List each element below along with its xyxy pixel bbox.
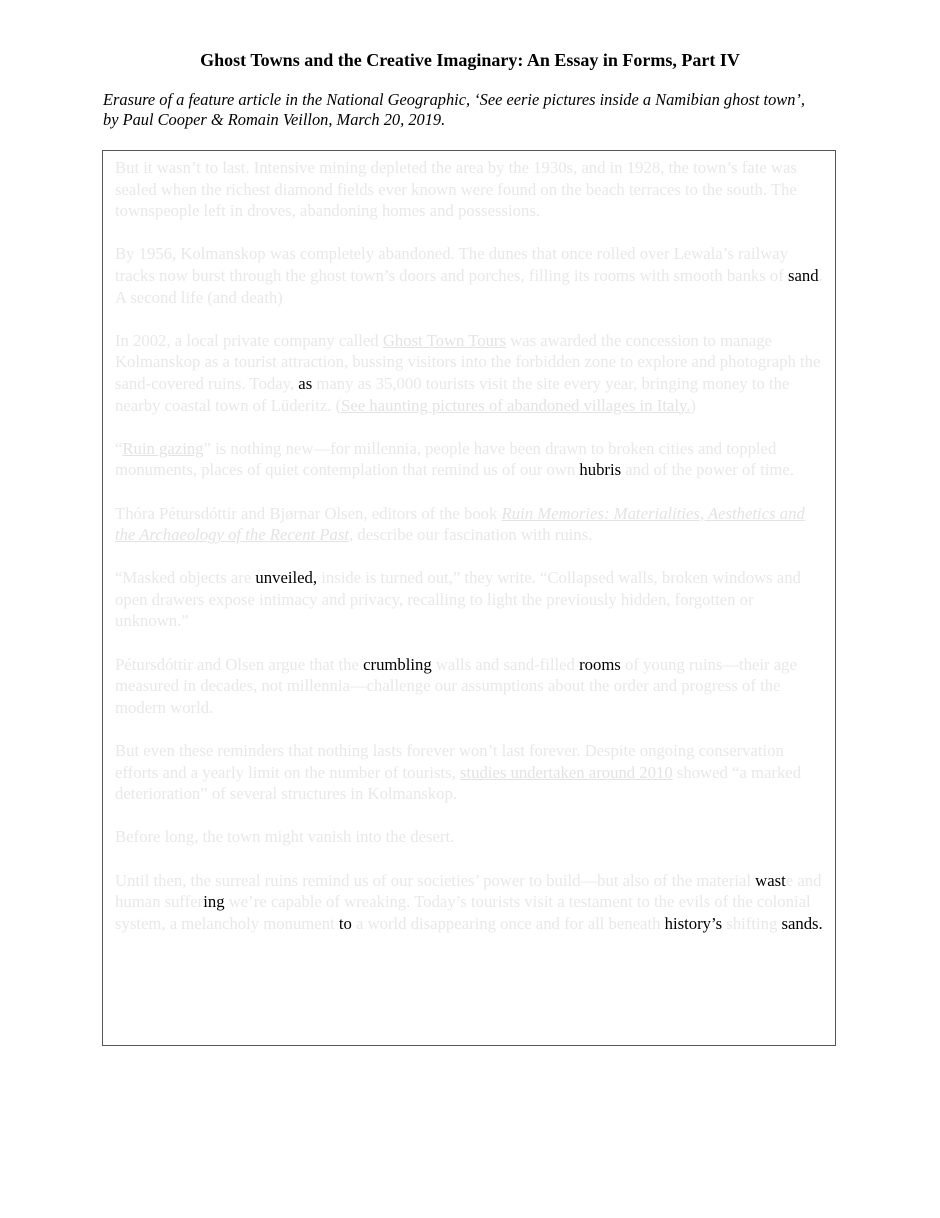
faded-text: In 2002, a local private company called <box>115 330 383 350</box>
faded-text: we’re capable of wreaking. Today’s tourists visit a testament to the evils of the colonial system, a melancholy monument <box>115 892 811 933</box>
faded-link[interactable]: studies undertaken around 2010 <box>459 762 673 782</box>
erasure-paragraph-9 <box>115 826 825 848</box>
erasure-paragraph-10 <box>115 870 825 935</box>
page-title: Ghost Towns and the Creative Imaginary: An Essay in Forms, Part IV <box>200 50 740 70</box>
faded-text: “Masked objects are <box>115 568 256 588</box>
faded-link[interactable]: Ghost Town Tours <box>382 330 506 350</box>
kept-word: sands. <box>781 913 823 933</box>
faded-text: of young ruins—their age measured in decades, not millennia—challenge our assumptions about the order and progress of the modern world. <box>115 654 797 717</box>
faded-text: inside is turned out,” they write. “Collapsed walls, broken windows and open drawers expose intimacy and privacy, recalling to light the previously hidden, forgotten or unknown.” <box>115 568 801 631</box>
faded-text: But even these reminders that nothing lasts forever won’t last forever. Despite ongoing conservation efforts and a yearly limit on the number of tourists, <box>115 741 784 782</box>
faded-text: , describe our fascination with ruins. <box>349 525 593 545</box>
erasure-paragraph-2 <box>115 243 825 286</box>
kept-word: sand <box>788 265 819 285</box>
faded-text: Until then, the surreal ruins remind us of our societies’ power to build—but also of the material <box>115 870 756 890</box>
page-subtitle: Erasure of a feature article in the National Geographic, ‘See eerie pictures inside a Namibian ghost town’, by Paul Cooper & Romain Veillon, March 20, 2019. <box>103 90 805 129</box>
faded-text: and of the power of time. <box>621 460 794 480</box>
faded-text: But it wasn’t to last. Intensive mining depleted the area by the 1930s, and in 1928, the town’s fate was sealed when the richest diamond fields ever known were found on the beach terraces to the south. The townspeople left in droves, abandoning homes and possessions. <box>115 158 797 221</box>
erasure-text-box <box>102 150 836 1046</box>
kept-word: history’s <box>664 913 723 933</box>
faded-text: Thóra Pétursdóttir and Bjørnar Olsen, editors of the book <box>115 503 502 523</box>
faded-text: ) <box>690 395 696 415</box>
faded-text: a world disappearing once and for all beneath <box>351 913 665 933</box>
erasure-paragraph-4 <box>115 438 825 481</box>
faded-text: ” is nothing new—for millennia, people have been drawn to broken cities and toppled monuments, places of quiet contemplation that remind us of our own <box>115 438 777 480</box>
faded-text: walls and sand-filled <box>431 654 580 674</box>
erasure-paragraph-3 <box>115 330 825 416</box>
kept-word: unveiled, <box>255 568 318 588</box>
faded-text: Pétursdóttir and Olsen argue that the <box>115 654 364 674</box>
faded-text: many as 35,000 tourists visit the site every year, bringing money to the nearby coastal town of Lüderitz. ( <box>115 373 790 415</box>
erasure-paragraph-8 <box>115 740 825 805</box>
faded-text: showed “a marked deterioration” of several structures in Kolmanskop. <box>115 762 802 804</box>
faded-text: “ <box>115 438 123 458</box>
faded-link[interactable]: Ruin Memories: Materialities, Aesthetics and the Archaeology of the Recent Past <box>115 503 805 545</box>
kept-word: to <box>338 913 352 933</box>
kept-word: wast <box>755 870 786 890</box>
faded-link[interactable]: Ruin gazing <box>122 438 204 458</box>
kept-word: ing <box>203 892 225 912</box>
faded-text: . <box>818 265 823 285</box>
faded-text: was awarded the concession to manage Kolmanskop as a tourist attraction, bussing visitors into the forbidden zone to explore and photograph the sand-covered ruins. Today, <box>115 330 821 393</box>
erasure-section-heading: A second life (and death) <box>115 287 283 307</box>
kept-word: rooms <box>579 654 621 674</box>
faded-text: e and human suffer <box>115 870 822 912</box>
erasure-paragraph-7 <box>115 654 825 719</box>
faded-text: Before long, the town might vanish into the desert. <box>115 827 455 847</box>
erasure-paragraph-5 <box>115 503 825 546</box>
kept-word: as <box>298 373 313 393</box>
erasure-paragraph-1 <box>115 157 825 222</box>
erasure-paragraph-6 <box>115 567 825 632</box>
kept-word: hubris <box>579 460 622 480</box>
faded-link[interactable]: See haunting pictures of abandoned villages in Italy. <box>341 395 691 415</box>
faded-text: shifting <box>722 913 782 933</box>
faded-text: By 1956, Kolmanskop was completely abandoned. The dunes that once rolled over Lewala’s railway tracks now burst through the ghost town’s doors and porches, filling its rooms with smooth banks of <box>115 244 789 285</box>
kept-word: crumbling <box>363 654 432 674</box>
